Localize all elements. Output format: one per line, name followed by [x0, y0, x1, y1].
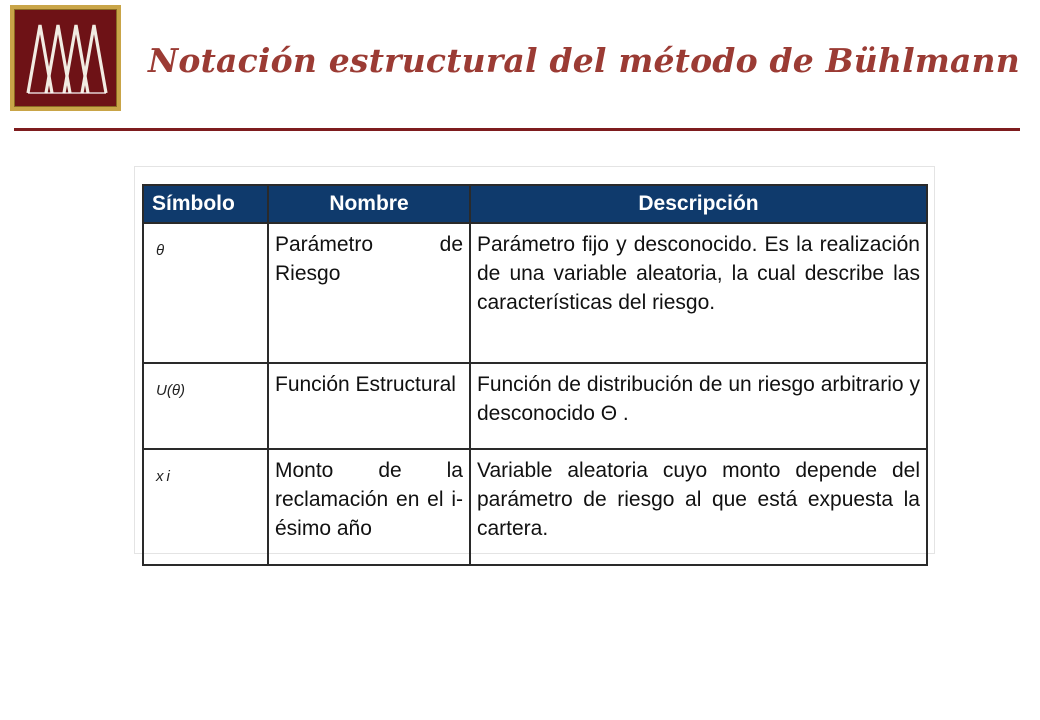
- institution-logo: [10, 5, 121, 111]
- table-row: [143, 363, 927, 449]
- description-cell: Parámetro fijo y desconocido. Es la realización de una variable aleatoria, la cual describe las características del riesgo.: [470, 223, 927, 363]
- title-divider: [14, 128, 1020, 131]
- symbol-cell: U(θ): [143, 363, 268, 449]
- symbol-cell: x i: [143, 449, 268, 565]
- name-cell: Función Estructural: [268, 363, 470, 449]
- slide-title: Notación estructural del método de Bühlmann: [148, 41, 1020, 80]
- logo-mark-icon: [14, 9, 117, 107]
- table-row: [143, 449, 927, 565]
- table-row: [143, 223, 927, 363]
- description-cell: Función de distribución de un riesgo arbitrario y desconocido Θ .: [470, 363, 927, 449]
- name-cell: Parámetro de Riesgo: [268, 223, 470, 363]
- table-header-row: [143, 185, 927, 223]
- notation-table: [142, 184, 928, 566]
- description-cell: Variable aleatoria cuyo monto depende del parámetro de riesgo al que está expuesta la cartera.: [470, 449, 927, 565]
- header-symbol: Símbolo: [143, 185, 268, 223]
- name-cell: Monto de la reclamación en el i-ésimo año: [268, 449, 470, 565]
- symbol-cell: θ: [143, 223, 268, 363]
- header-description: Descripción: [470, 185, 927, 223]
- notation-table-image: [134, 166, 935, 554]
- header-name: Nombre: [268, 185, 470, 223]
